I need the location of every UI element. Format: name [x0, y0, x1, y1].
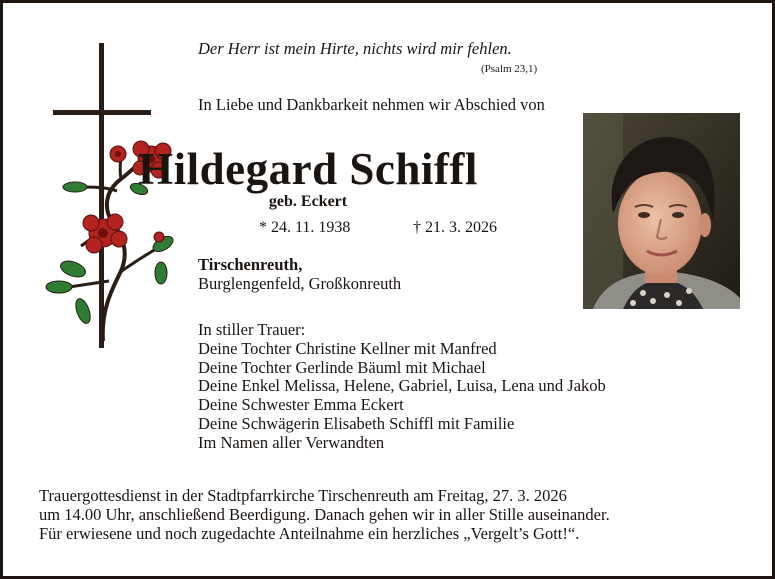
- mourner-line: Deine Tochter Gerlinde Bäuml mit Michael: [198, 357, 486, 377]
- verse-reference: (Psalm 23,1): [481, 63, 538, 75]
- mourner-line: Deine Enkel Melissa, Helene, Gabriel, Luisa, Lena und Jakob: [198, 376, 606, 396]
- service-announcement: [39, 487, 610, 543]
- mourners-list: [198, 321, 606, 453]
- service-line: Für erwiesene und noch zugedachte Anteilnahme ein herzliches „Vergelt’s Gott!“.: [39, 523, 580, 543]
- maiden-name: geb. Eckert: [268, 193, 348, 210]
- intro-text: In Liebe und Dankbarkeit nehmen wir Abschied von: [198, 95, 545, 114]
- birth-date: * 24. 11. 1938: [259, 219, 351, 236]
- mourner-line: Deine Schwester Emma Eckert: [198, 395, 404, 415]
- deceased-name: Hildegard Schiffl: [138, 144, 478, 194]
- portrait-photo: [583, 113, 740, 309]
- mourner-line: Deine Schwägerin Elisabeth Schiffl mit Familie: [198, 413, 515, 433]
- residence-town: Tirschenreuth,: [198, 255, 303, 274]
- bible-verse: Der Herr ist mein Hirte, nichts wird mir fehlen.: [198, 39, 512, 58]
- mourner-line: Im Namen aller Verwandten: [198, 432, 385, 452]
- service-line: um 14.00 Uhr, anschließend Beerdigung. Danach gehen wir in aller Stille auseinander.: [39, 504, 610, 524]
- death-date: † 21. 3. 2026: [413, 219, 497, 236]
- mourners-heading: In stiller Trauer:: [198, 320, 306, 339]
- service-line: Trauergottesdienst in der Stadtpfarrkirche Tirschenreuth am Freitag, 27. 3. 2026: [39, 486, 567, 505]
- mourner-line: Deine Tochter Christine Kellner mit Manfred: [198, 338, 497, 358]
- related-places: Burglengenfeld, Großkonreuth: [198, 274, 402, 293]
